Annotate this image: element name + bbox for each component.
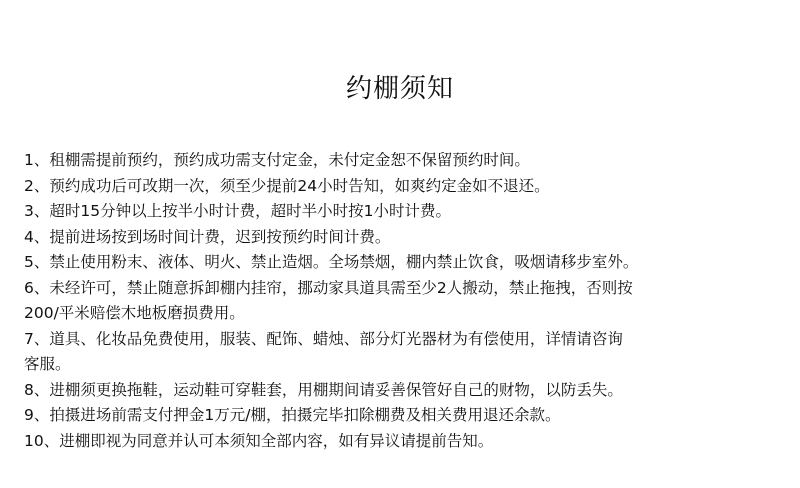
rule-2-line-1: 2、预约成功后可改期一次，须至少提前24小时告知，如爽约定金如不退还。 [24, 176, 550, 195]
rule-8-line-1: 8、进棚须更换拖鞋，运动鞋可穿鞋套，用棚期间请妥善保管好自己的财物，以防丢失。 [24, 380, 623, 399]
rules-list [24, 148, 784, 454]
rule-6-line-1: 6、未经许可，禁止随意拆卸棚内挂帘，挪动家具道具需至少2人搬动，禁止拖拽，否则按 [24, 278, 633, 297]
rule-item-4 [24, 225, 784, 251]
rule-item-8 [24, 378, 784, 404]
rule-item-3 [24, 199, 784, 225]
rule-7-line-1: 7、道具、化妆品免费使用，服装、配饰、蜡烛、部分灯光器材为有偿使用，详情请咨询 [24, 329, 623, 348]
rule-6-line-2: 200/平米赔偿木地板磨损费用。 [24, 304, 245, 322]
rule-item-5 [24, 250, 784, 276]
rule-7-line-2: 客服。 [24, 355, 71, 373]
rule-4-line-1: 4、提前进场按到场时间计费，迟到按预约时间计费。 [24, 227, 391, 246]
page-title: 约棚须知 [345, 74, 454, 105]
rule-item-9 [24, 403, 784, 429]
rule-5-line-1: 5、禁止使用粉末、液体、明火、禁止造烟。全场禁烟，棚内禁止饮食，吸烟请移步室外。 [24, 253, 639, 271]
rule-item-2 [24, 174, 784, 200]
rule-item-7 [24, 327, 784, 378]
rule-item-6 [24, 276, 784, 327]
rule-item-1 [24, 148, 784, 174]
rule-3-line-1: 3、超时15分钟以上按半小时计费，超时半小时按1小时计费。 [24, 202, 451, 220]
rule-item-10 [24, 429, 784, 455]
rule-10-line-1: 10、进棚即视为同意并认可本须知全部内容，如有异议请提前告知。 [24, 431, 494, 450]
rule-1-line-1: 1、租棚需提前预约，预约成功需支付定金，未付定金恕不保留预约时间。 [24, 151, 530, 169]
rule-9-line-1: 9、拍摄进场前需支付押金1万元/棚，拍摄完毕扣除棚费及相关费用退还余款。 [24, 406, 561, 424]
